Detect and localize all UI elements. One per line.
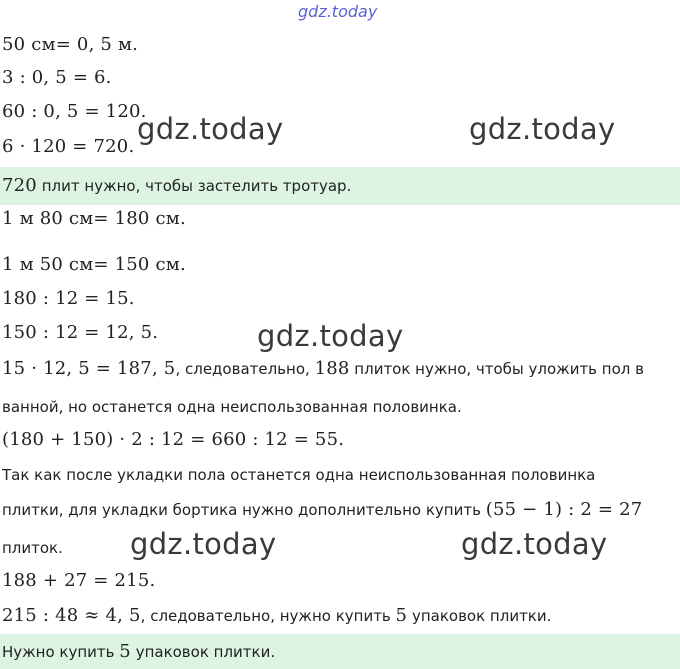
answer-text: Нужно купить [2,643,120,661]
math-expression: 1 м 80 см= 180 см. [2,208,186,229]
math-expression: 188 [314,358,350,379]
math-expression: 188 + 27 = 215. [2,570,156,591]
math-expression: 5 [119,641,131,662]
line-10 [2,358,680,380]
text-segment: плитки, для укладки бортика нужно дополнительно купить [2,501,486,519]
line-14 [2,499,680,521]
line-13 [2,464,680,486]
math-expression: 3 : 0, 5 = 6. [2,67,112,88]
text-segment: Так как после укладки пола останется одна неиспользованная половинка [2,466,596,484]
math-expression: 50 см= 0, 5 м. [2,34,139,55]
line-8 [2,288,680,310]
answer-text: упаковок плитки. [130,643,276,661]
text-segment: , следовательно, нужно купить [140,607,396,625]
line-17 [2,605,680,627]
watermark: gdz.today [257,319,404,353]
text-segment: плиток нужно, чтобы уложить пол в [349,360,644,378]
math-expression: 720 [2,175,37,196]
watermark: gdz.today [469,112,616,146]
text-segment: упаковок плитки. [407,607,552,625]
line-11 [2,396,680,418]
math-expression: 150 : 12 = 12, 5. [2,322,159,343]
math-expression: (180 + 150) · 2 : 12 = 660 : 12 = 55. [2,429,345,450]
watermark: gdz.today [461,527,608,561]
line-7 [2,254,680,276]
text-segment: , следовательно, [175,360,315,378]
math-expression: 60 : 0, 5 = 120. [2,101,147,122]
line-5-answer [2,175,680,197]
text-segment: ванной, но останется одна неиспользованная половинка. [2,398,462,416]
math-expression: 215 : 48 ≈ 4, 5 [2,605,141,626]
watermark: gdz.today [137,112,284,146]
answer-text: плит нужно, чтобы застелить тротуар. [36,177,352,195]
line-18-answer [2,641,680,663]
math-expression: 6 · 120 = 720. [2,136,135,157]
line-1 [2,34,680,56]
watermark-top: gdz.today [298,2,378,21]
math-expression: 5 [395,605,408,626]
line-2 [2,67,680,89]
line-12 [2,429,680,451]
math-expression: (55 − 1) : 2 = 27 [485,499,643,520]
line-16 [2,570,680,592]
line-6 [2,208,680,230]
watermark: gdz.today [130,527,277,561]
math-expression: 1 м 50 см= 150 см. [2,254,186,275]
text-segment: плиток. [2,539,63,557]
math-expression: 15 · 12, 5 = 187, 5 [2,358,176,379]
math-expression: 180 : 12 = 15. [2,288,135,309]
